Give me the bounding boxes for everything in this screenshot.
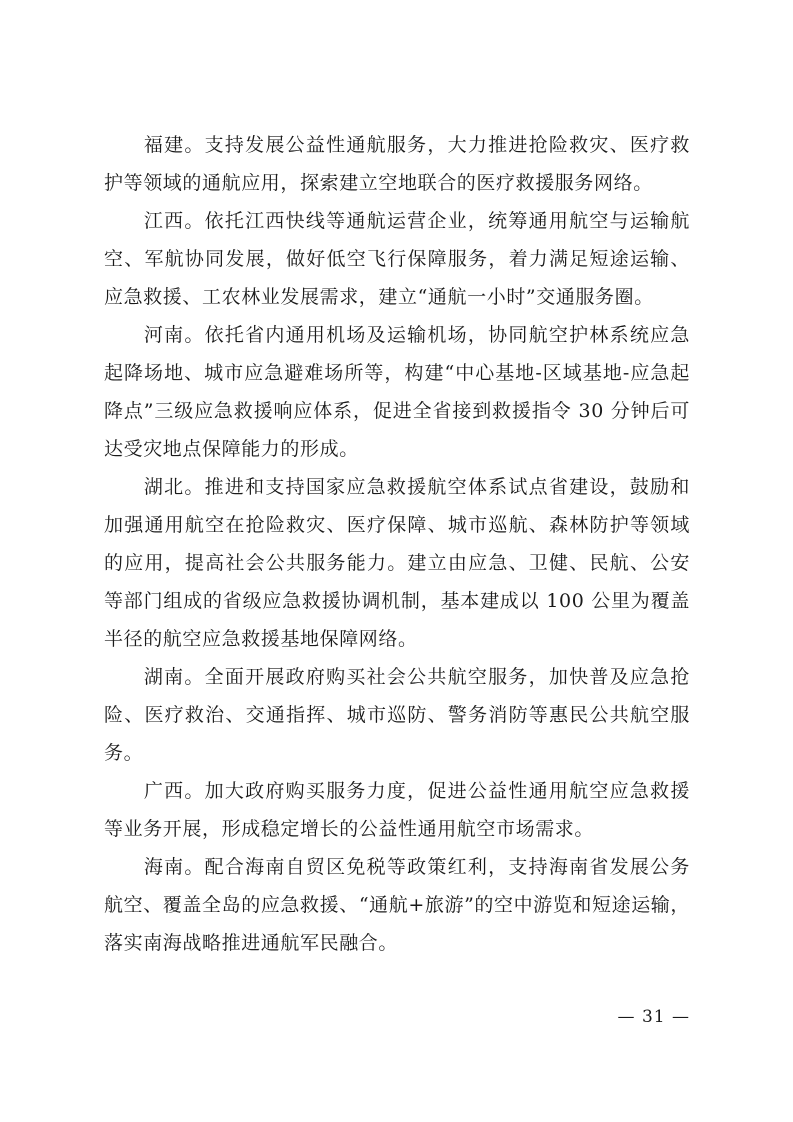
paragraph-hunan: 湖南。全面开展政府购买社会公共航空服务，加快普及应急抢险、医疗救治、交通指挥、城市巡防、警务消防等惠民公共航空服务。 bbox=[104, 666, 690, 764]
page-number: — 31 — bbox=[617, 1007, 690, 1027]
paragraph-guangxi: 广西。加大政府购买服务力度，促进公益性通用航空应急救援等业务开展，形成稳定增长的公益性通用航空市场需求。 bbox=[104, 780, 690, 840]
paragraph-hubei: 湖北。推进和支持国家应急救援航空体系试点省建设，鼓励和加强通用航空在抢险救灾、医疗保障、城市巡航、森林防护等领域的应用，提高社会公共服务能力。建立由应急、卫健、民航、公安等部门组成的省级应急救援协调机制，基本建成以 100 公里为覆盖半径的航空应急救援基地保障网络。 bbox=[104, 476, 690, 650]
paragraph-hainan: 海南。配合海南自贸区免税等政策红利，支持海南省发展公务航空、覆盖全岛的应急救援、“通航+旅游”的空中游览和短途运输，落实南海战略推进通航军民融合。 bbox=[104, 856, 690, 954]
paragraph-henan: 河南。依托省内通用机场及运输机场，协同航空护林系统应急起降场地、城市应急避难场所等，构建“中心基地-区域基地-应急起降点”三级应急救援响应体系，促进全省接到救援指令 30 分钟后可达受灾地点保障能力的形成。 bbox=[104, 324, 690, 460]
paragraph-fujian: 福建。支持发展公益性通航服务，大力推进抢险救灾、医疗救护等领域的通航应用，探索建立空地联合的医疗救援服务网络。 bbox=[104, 134, 690, 194]
document-body bbox=[104, 126, 690, 962]
paragraph-jiangxi: 江西。依托江西快线等通航运营企业，统筹通用航空与运输航空、军航协同发展，做好低空飞行保障服务，着力满足短途运输、应急救援、工农林业发展需求，建立“通航一小时”交通服务圈。 bbox=[104, 210, 690, 308]
